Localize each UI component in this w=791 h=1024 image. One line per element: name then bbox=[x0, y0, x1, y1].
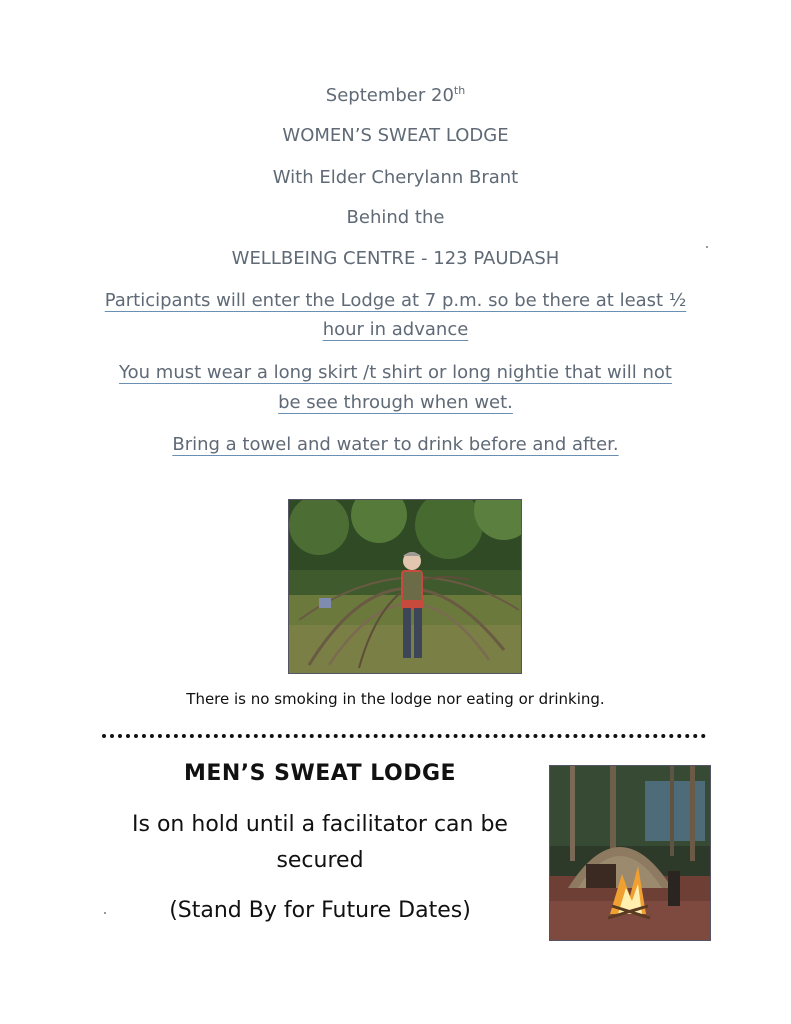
behind-text: Behind the bbox=[346, 207, 445, 228]
scan-speck bbox=[706, 246, 708, 248]
sweat-lodge-fire-photo bbox=[549, 765, 711, 941]
event-date-suffix: th bbox=[453, 84, 466, 97]
rule-arrival-line1: Participants will enter the Lodge at 7 p.m. so be there at least ½ bbox=[104, 290, 687, 311]
men-hold-line1: Is on hold until a facilitator can be bbox=[132, 812, 508, 837]
rule-towel-water: Bring a towel and water to drink before and after. bbox=[172, 434, 619, 455]
rule-clothing-line1: You must wear a long skirt /t shirt or long nightie that will not bbox=[119, 362, 672, 383]
elder-name: With Elder Cherylann Brant bbox=[272, 167, 519, 188]
event-date-main: September 20 bbox=[325, 85, 454, 106]
rule-arrival-line2: hour in advance bbox=[322, 319, 469, 340]
lodge-frame-photo-art bbox=[289, 500, 521, 673]
men-lodge-title: MEN’S SWEAT LODGE bbox=[183, 761, 457, 786]
sweat-lodge-fire-photo-art bbox=[550, 766, 710, 940]
scan-speck bbox=[104, 912, 106, 914]
section-divider bbox=[102, 734, 706, 738]
men-future-dates: (Stand By for Future Dates) bbox=[169, 898, 471, 923]
lodge-frame-photo bbox=[288, 499, 522, 674]
men-hold-line2: secured bbox=[276, 848, 364, 873]
rule-clothing-line2: be see through when wet. bbox=[278, 392, 513, 413]
location-text: WELLBEING CENTRE - 123 PAUDASH bbox=[231, 248, 560, 269]
event-date bbox=[0, 84, 791, 106]
women-lodge-title: WOMEN’S SWEAT LODGE bbox=[282, 125, 509, 146]
no-smoking-note: There is no smoking in the lodge nor eating or drinking. bbox=[186, 690, 605, 708]
